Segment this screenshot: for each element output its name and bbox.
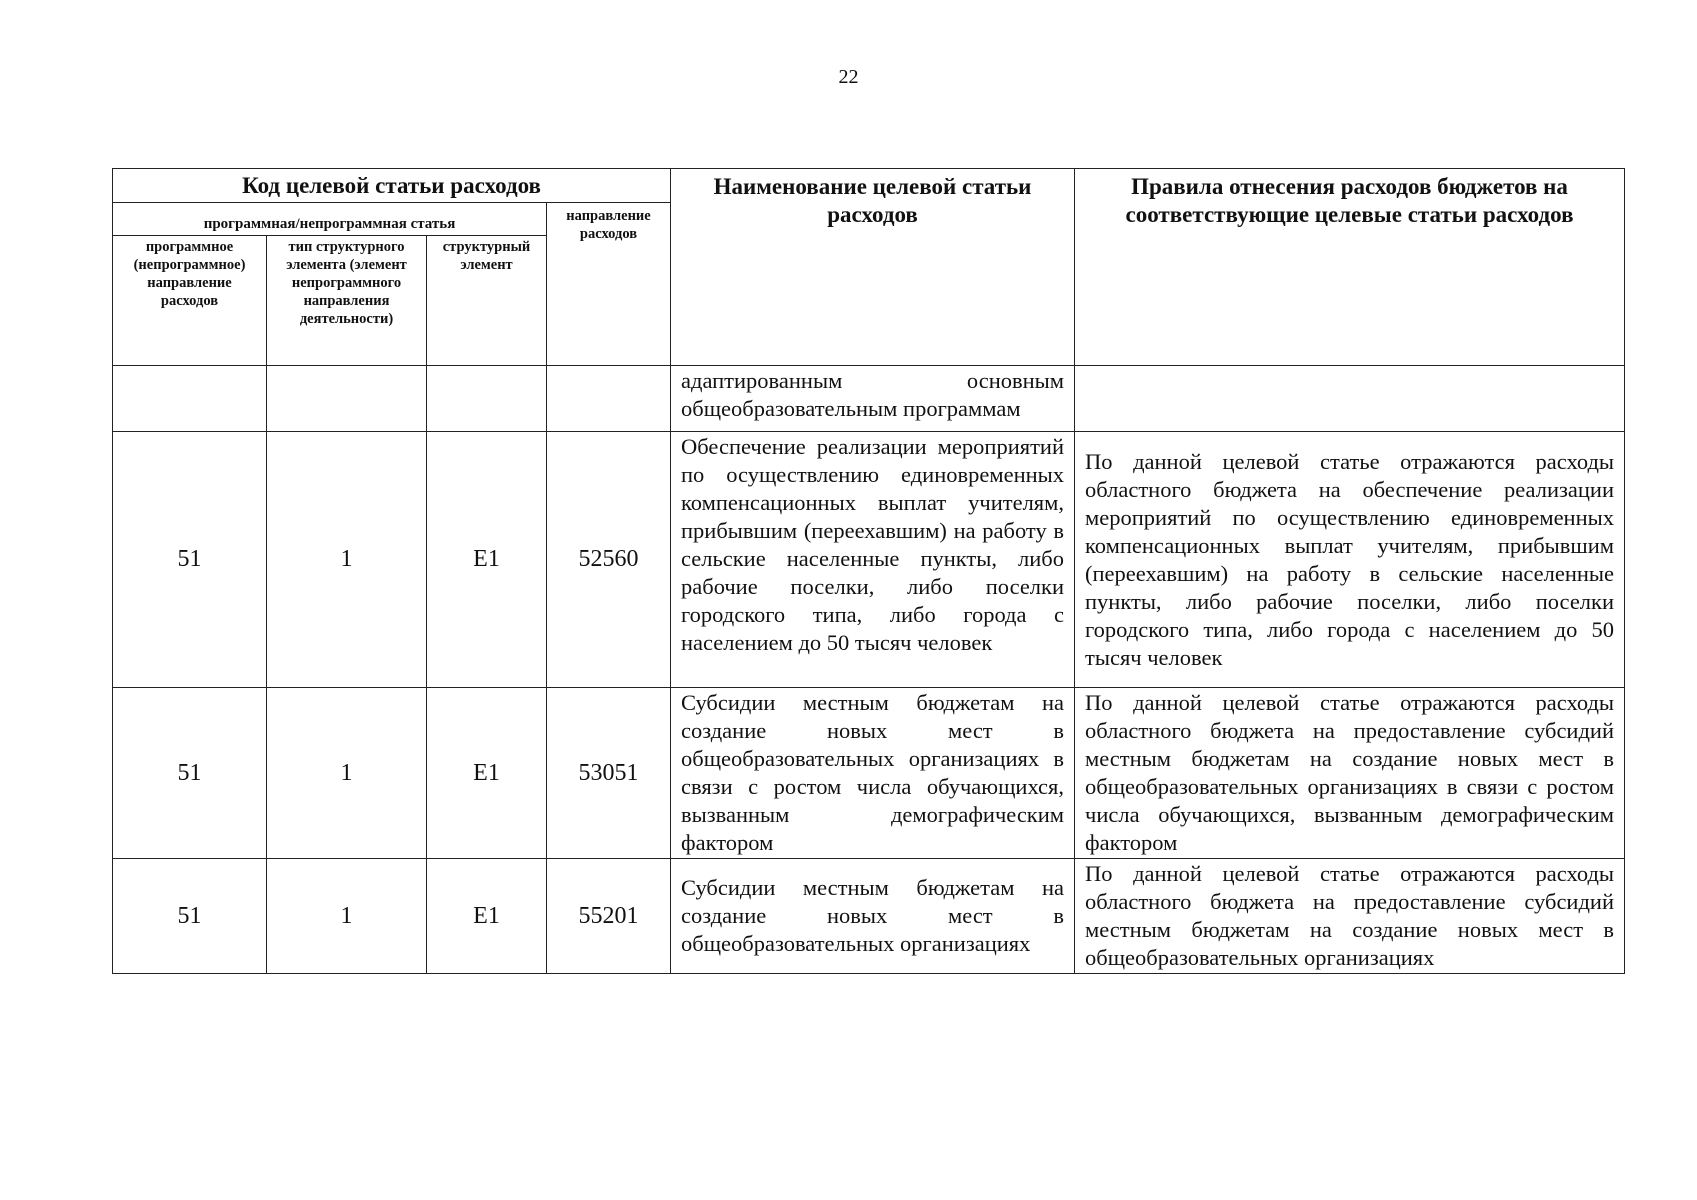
direction-code (547, 366, 671, 432)
header-code: Код целевой статьи расходов (113, 169, 671, 203)
article-name: адаптированным основным общеобразовательным программам (671, 366, 1075, 432)
element-code: E1 (427, 688, 547, 859)
element-code: E1 (427, 432, 547, 688)
type-code: 1 (267, 432, 427, 688)
program-code: 51 (113, 859, 267, 974)
direction-code: 52560 (547, 432, 671, 688)
article-name: Субсидии местным бюджетам на создание новых мест в общеобразовательных организациях в связи с ростом числа обучающихся, вызванным демографическим фактором (671, 688, 1075, 859)
type-code: 1 (267, 859, 427, 974)
article-name: Субсидии местным бюджетам на создание новых мест в общеобразовательных организациях (671, 859, 1075, 974)
article-rule: По данной целевой статье отражаются расходы областного бюджета на обеспечение реализации мероприятий по осуществлению единовременных компенсационных выплат учителям, прибывшим (переехавшим) на работу в сельские населенные пункты, либо рабочие поселки, либо поселки городского типа, либо города с населением до 50 тысяч человек (1075, 432, 1625, 688)
page-number: 22 (838, 66, 859, 88)
budget-classification-table (112, 168, 1625, 974)
article-rule: По данной целевой статье отражаются расходы областного бюджета на предоставление субсидий местным бюджетам на создание новых мест в общеобразовательных организациях (1075, 859, 1625, 974)
direction-code: 53051 (547, 688, 671, 859)
program-code: 51 (113, 432, 267, 688)
program-code: 51 (113, 688, 267, 859)
header-structural-type: тип структурного элемента (элемент непрограммного направления деятельности) (267, 236, 427, 366)
table-row (113, 432, 1625, 688)
element-code: E1 (427, 859, 547, 974)
type-code: 1 (267, 688, 427, 859)
table-row (113, 366, 1625, 432)
table-row (113, 859, 1625, 974)
header-direction: направление расходов (547, 203, 671, 366)
header-name: Наименование целевой статьи расходов (671, 169, 1075, 366)
article-rule: По данной целевой статье отражаются расходы областного бюджета на предоставление субсидий местным бюджетам на создание новых мест в общеобразовательных организациях в связи с ростом числа обучающихся, вызванным демографическим фактором (1075, 688, 1625, 859)
article-rule (1075, 366, 1625, 432)
type-code (267, 366, 427, 432)
direction-code: 55201 (547, 859, 671, 974)
header-program-direction: программное (непрограммное) направление расходов (113, 236, 267, 366)
header-structural-element: структурный элемент (427, 236, 547, 366)
article-name: Обеспечение реализации мероприятий по осуществлению единовременных компенсационных выплат учителям, прибывшим (переехавшим) на работу в сельские населенные пункты, либо рабочие поселки, либо поселки городского типа, либо города с населением до 50 тысяч человек (671, 432, 1075, 688)
element-code (427, 366, 547, 432)
header-rules: Правила отнесения расходов бюджетов на соответствующие целевые статьи расходов (1075, 169, 1625, 366)
program-code (113, 366, 267, 432)
header-program-article: программная/непрограммная статья (113, 203, 547, 236)
table-row (113, 688, 1625, 859)
